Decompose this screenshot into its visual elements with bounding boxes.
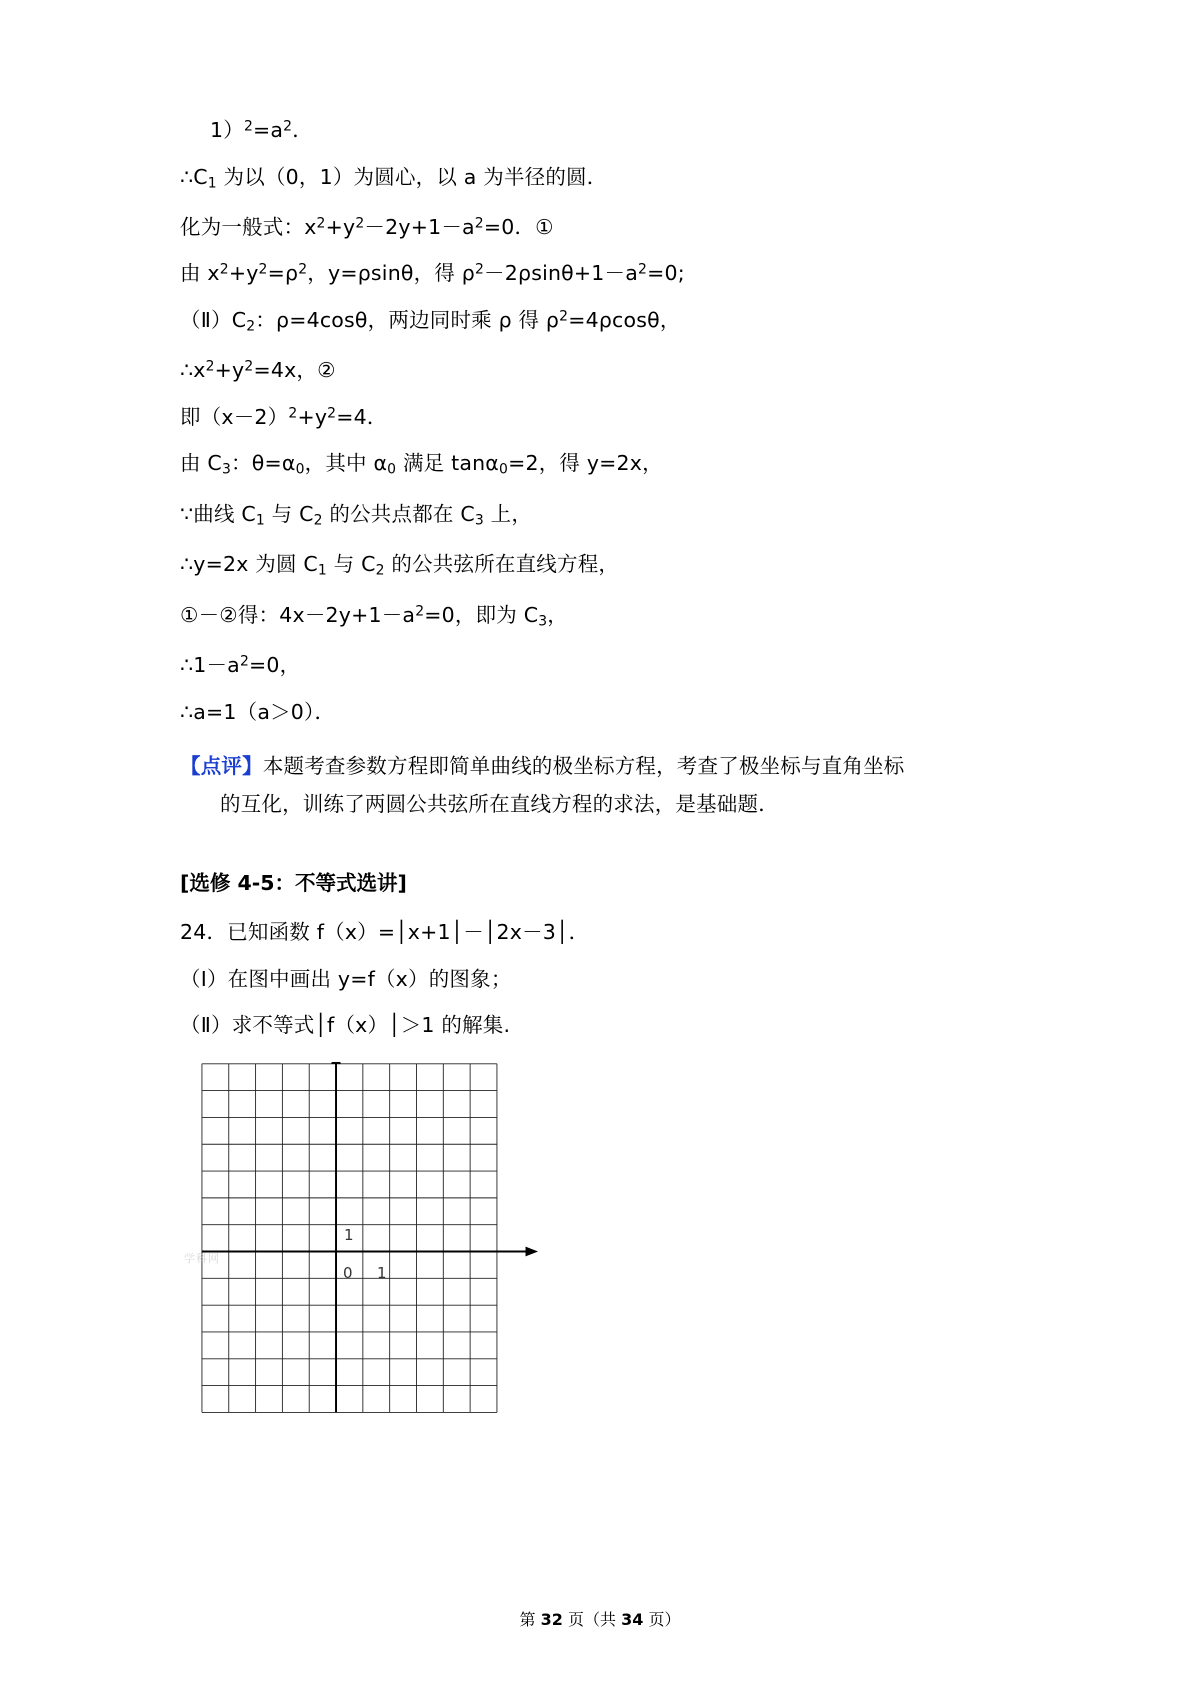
solution-line: 由 $C_3$：$\theta=\alpha_0$，其中 $\alpha_0$ 满足 tanα$_0$=2，得 y=2x， [180,451,663,478]
comment-tag: 【点评】 [180,754,263,779]
solution-line: 由 $x^2+y^2=\rho^2$，y=ρsinθ，得 $\rho^2-2\rho\sin\theta+1-a^2=0$; [180,261,685,286]
question-stem: 24．已知函数 f（x）=│x+1│－│2x－3│． [180,920,590,945]
solution-line: $\therefore 1-a^2=0$， [180,653,301,678]
solution-line: 化为一般式：$x^2+y^2-2y+1-a^2=0$．① [180,214,554,239]
watermark-text: 学科网 [184,1251,220,1265]
solution-body [180,120,1020,722]
page-footer [0,1607,1200,1630]
solution-line: $\therefore C_1$ 为以（0，1）为圆心，以 a 为半径的圆． [180,164,608,191]
footer-page-number: 32 [540,1610,563,1629]
question-part-2: （Ⅱ）求不等式│f（x）│＞1 的解集. [180,1013,511,1038]
solution-line: ∴a=1（a＞0）． [180,699,336,724]
solution-line: 即$(x-2)^2+y^2=4$． [180,404,388,429]
section-title: [选修 4-5：不等式选讲] [180,871,407,896]
comment-text-line-1: 本题考查参数方程即简单曲线的极坐标方程，考查了极坐标与直角坐标 [262,754,905,779]
coordinate-grid-figure [180,1062,560,1416]
solution-line: ∵曲线 $C_1$ 与 $C_2$ 的公共点都在 $C_3$ 上， [180,501,533,529]
footer-prefix: 第 [519,1610,536,1629]
footer-middle: 页（共 [567,1610,616,1629]
comment-text-line-2: 的互化，训练了两圆公共弦所在直线方程的求法，是基础题． [220,791,779,816]
question-part-1: （Ⅰ）在图中画出 y=f（x）的图象； [180,966,512,991]
axis-label-origin: 0 [343,1263,353,1282]
footer-total-pages: 34 [621,1610,644,1629]
solution-line: ①－②得：$4x-2y+1-a^2=0$，即为 $C_3$， [180,602,568,630]
footer-suffix: 页） [648,1610,681,1629]
axis-label-x-one: 1 [377,1263,387,1282]
comment-block [180,748,1020,786]
axis-label-y-one: 1 [344,1225,354,1244]
grid-svg [180,1062,560,1416]
solution-line: ∴y=2x 为圆 $C_1$ 与 $C_2$ 的公共弦所在直线方程， [180,552,620,579]
solution-line: $\therefore x^2+y^2=4x$，② [180,358,336,383]
solution-line: $(Ⅱ)C_2$：ρ=4cosθ，两边同时乘 ρ 得 $\rho^2=4\rho\cos\theta$， [180,307,681,335]
solution-line: $1)^2=a^2$． [210,118,313,142]
